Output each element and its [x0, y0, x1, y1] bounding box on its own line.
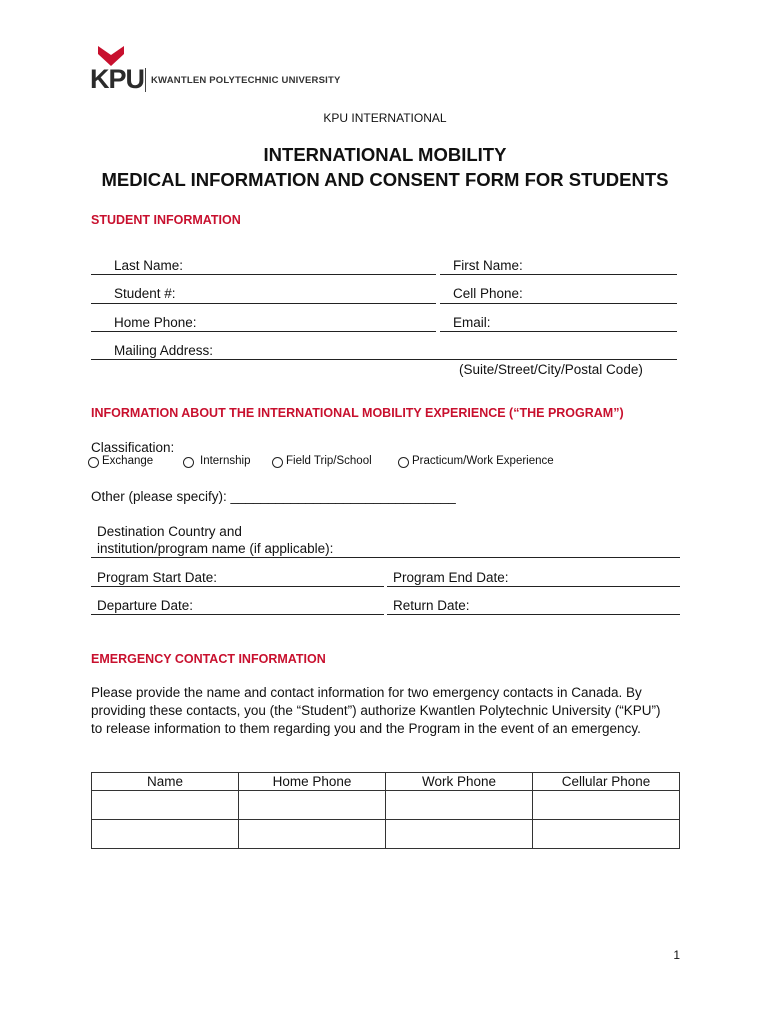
departure-date-label: Departure Date: [97, 598, 194, 613]
emergency-contact-paragraph: Please provide the name and contact information for two emergency contacts in Canada. By providing these contacts, you (the “Student”) authorize Kwantlen Polytechnic University (“KPU”) to release information to them regarding you and the Program in the event of an emergency. [91, 685, 661, 736]
cell-phone-label: Cell Phone: [453, 286, 523, 301]
radio-practicum[interactable] [398, 457, 409, 468]
contact1-work-phone-cell[interactable] [386, 791, 533, 820]
column-header-work-phone: Work Phone [386, 773, 533, 791]
last-name-field[interactable] [91, 274, 436, 275]
contact2-cellular-phone-cell[interactable] [533, 820, 680, 849]
student-number-field[interactable] [91, 303, 436, 304]
program-end-date-field[interactable] [387, 586, 680, 587]
table-row [92, 820, 680, 849]
classification-options [0, 455, 770, 475]
contact1-name-cell[interactable] [92, 791, 239, 820]
kpu-logo [90, 46, 340, 96]
cell-phone-field[interactable] [440, 303, 677, 304]
page-title-line1: INTERNATIONAL MOBILITY [263, 144, 507, 165]
page-title-line2: MEDICAL INFORMATION AND CONSENT FORM FOR STUDENTS [101, 169, 669, 190]
return-date-label: Return Date: [393, 598, 470, 613]
emergency-contact-heading: EMERGENCY CONTACT INFORMATION [91, 652, 326, 666]
page-number: 1 [673, 948, 680, 962]
home-phone-label: Home Phone: [114, 315, 197, 330]
radio-field-trip-label: Field Trip/School [286, 455, 372, 467]
contact2-home-phone-cell[interactable] [239, 820, 386, 849]
emergency-contact-table [91, 772, 680, 849]
contact1-cellular-phone-cell[interactable] [533, 791, 680, 820]
column-header-name: Name [92, 773, 239, 791]
contact2-name-cell[interactable] [92, 820, 239, 849]
departure-date-field[interactable] [91, 614, 384, 615]
table-header-row [92, 773, 680, 791]
program-info-heading: INFORMATION ABOUT THE INTERNATIONAL MOBILITY EXPERIENCE (“THE PROGRAM”) [91, 406, 624, 420]
student-number-label: Student #: [114, 286, 176, 301]
address-hint: (Suite/Street/City/Postal Code) [459, 362, 643, 377]
contact1-home-phone-cell[interactable] [239, 791, 386, 820]
classification-label: Classification: [91, 440, 175, 455]
contact2-work-phone-cell[interactable] [386, 820, 533, 849]
radio-exchange[interactable] [88, 457, 99, 468]
destination-label-line1: Destination Country and [97, 524, 242, 539]
logo-university-name: KWANTLEN POLYTECHNIC UNIVERSITY [151, 75, 341, 86]
last-name-label: Last Name: [114, 258, 184, 273]
email-field[interactable] [440, 331, 677, 332]
program-start-date-field[interactable] [91, 586, 384, 587]
program-end-date-label: Program End Date: [393, 570, 509, 585]
logo-abbr: KPU [90, 64, 145, 94]
home-phone-field[interactable] [91, 331, 436, 332]
first-name-field[interactable] [440, 274, 677, 275]
radio-practicum-label: Practicum/Work Experience [412, 455, 554, 467]
department-label: KPU INTERNATIONAL [323, 111, 447, 125]
return-date-field[interactable] [387, 614, 680, 615]
student-info-heading: STUDENT INFORMATION [91, 213, 241, 227]
destination-field[interactable] [91, 557, 680, 558]
program-start-date-label: Program Start Date: [97, 570, 218, 585]
radio-exchange-label: Exchange [102, 455, 154, 467]
radio-internship-label: Internship [200, 455, 251, 467]
column-header-home-phone: Home Phone [239, 773, 386, 791]
column-header-cellular-phone: Cellular Phone [533, 773, 680, 791]
radio-internship[interactable] [183, 457, 194, 468]
destination-label-line2: institution/program name (if applicable): [97, 541, 334, 556]
first-name-label: First Name: [453, 258, 523, 273]
kpu-logo-mark-icon [98, 46, 124, 66]
other-specify-field[interactable]: Other (please specify): ______________________________ [91, 489, 456, 504]
email-label: Email: [453, 315, 491, 330]
table-row [92, 791, 680, 820]
logo-divider [145, 68, 146, 92]
mailing-address-field[interactable] [91, 359, 677, 360]
radio-field-trip[interactable] [272, 457, 283, 468]
mailing-address-label: Mailing Address: [114, 343, 214, 358]
